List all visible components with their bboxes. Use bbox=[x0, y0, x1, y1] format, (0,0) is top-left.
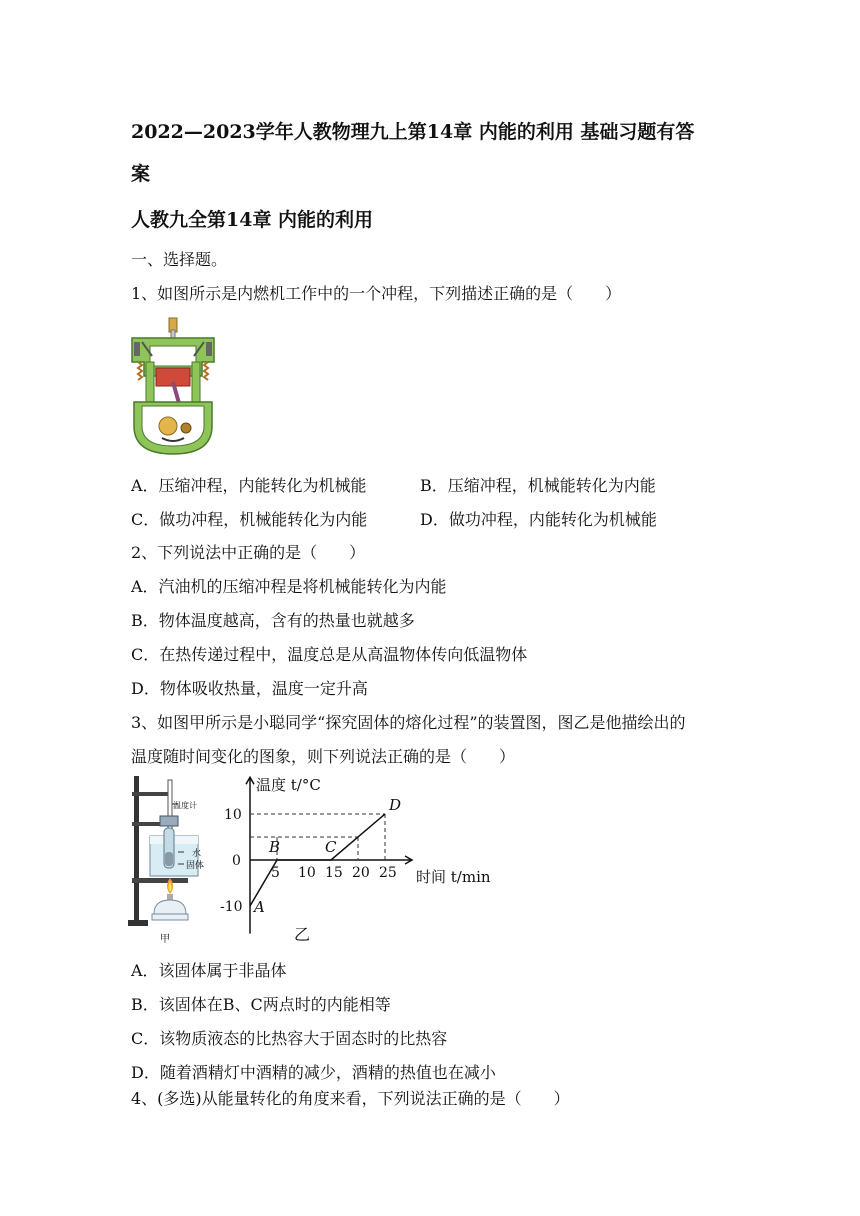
x-axis-label: 时间 t/min bbox=[416, 868, 491, 886]
question-3-stem-line1: 3、如图甲所示是小聪同学“探究固体的熔化过程”的装置图，图乙是他描绘出的 bbox=[131, 713, 686, 732]
figure-yi-caption: 乙 bbox=[294, 925, 311, 944]
figure-jia-caption: 甲 bbox=[160, 934, 170, 945]
water-label: 水 bbox=[192, 849, 202, 859]
point-label-D: D bbox=[389, 796, 402, 814]
thermometer-label: 温度计 bbox=[173, 801, 197, 810]
doc-title-line1: 2022—2023学年人教物理九上第14章 内能的利用 基础习题有答 bbox=[131, 121, 695, 143]
q1-option-c: C．做功冲程，机械能转化为内能 bbox=[131, 510, 368, 529]
x-tick-20: 20 bbox=[352, 865, 370, 881]
q2-option-a: A．汽油机的压缩冲程是将机械能转化为内能 bbox=[131, 577, 447, 596]
q3-option-b: B．该固体在B、C两点时的内能相等 bbox=[131, 995, 391, 1014]
q1-option-a: A．压缩冲程，内能转化为机械能 bbox=[131, 476, 367, 495]
y-tick-0: 0 bbox=[232, 853, 241, 869]
point-label-A: A bbox=[254, 898, 265, 916]
x-tick-25: 25 bbox=[379, 865, 397, 881]
section-title: 人教九全第14章 内能的利用 bbox=[131, 209, 374, 231]
x-tick-10: 10 bbox=[298, 865, 316, 881]
question-2-stem: 2、下列说法中正确的是（ ） bbox=[131, 543, 366, 562]
q3-option-c: C．该物质液态的比热容大于固态时的比热容 bbox=[131, 1029, 448, 1048]
q1-option-d: D．做功冲程，内能转化为机械能 bbox=[420, 510, 657, 529]
q1-option-b: B．压缩冲程，机械能转化为内能 bbox=[420, 476, 656, 495]
engine-diagram bbox=[128, 316, 218, 456]
temperature-time-chart bbox=[218, 770, 491, 950]
q3-option-d: D．随着酒精灯中酒精的减少，酒精的热值也在减小 bbox=[131, 1063, 496, 1082]
solid-label: 固体 bbox=[186, 861, 205, 871]
part-heading: 一、选择题。 bbox=[131, 250, 228, 269]
point-label-C: C bbox=[325, 838, 337, 856]
y-tick-10: 10 bbox=[224, 807, 242, 823]
q2-option-c: C．在热传递过程中，温度总是从高温物体传向低温物体 bbox=[131, 645, 528, 664]
doc-title-line2: 案 bbox=[131, 163, 151, 185]
q2-option-b: B．物体温度越高，含有的热量也就越多 bbox=[131, 611, 415, 630]
x-tick-5: 5 bbox=[271, 865, 280, 881]
apparatus-diagram bbox=[126, 774, 222, 946]
point-label-B: B bbox=[269, 838, 281, 856]
q2-option-d: D．物体吸收热量，温度一定升高 bbox=[131, 679, 368, 698]
question-1-stem: 1、如图所示是内燃机工作中的一个冲程，下列描述正确的是（ ） bbox=[131, 284, 622, 303]
x-tick-15: 15 bbox=[325, 865, 343, 881]
y-axis-label: 温度 t/°C bbox=[256, 776, 321, 794]
question-4-stem: 4、(多选)从能量转化的角度来看，下列说法正确的是（ ） bbox=[131, 1089, 570, 1108]
y-tick-neg10: -10 bbox=[220, 899, 243, 915]
q3-option-a: A．该固体属于非晶体 bbox=[131, 961, 287, 980]
question-3-stem-line2: 温度随时间变化的图象，则下列说法正确的是（ ） bbox=[131, 747, 516, 766]
